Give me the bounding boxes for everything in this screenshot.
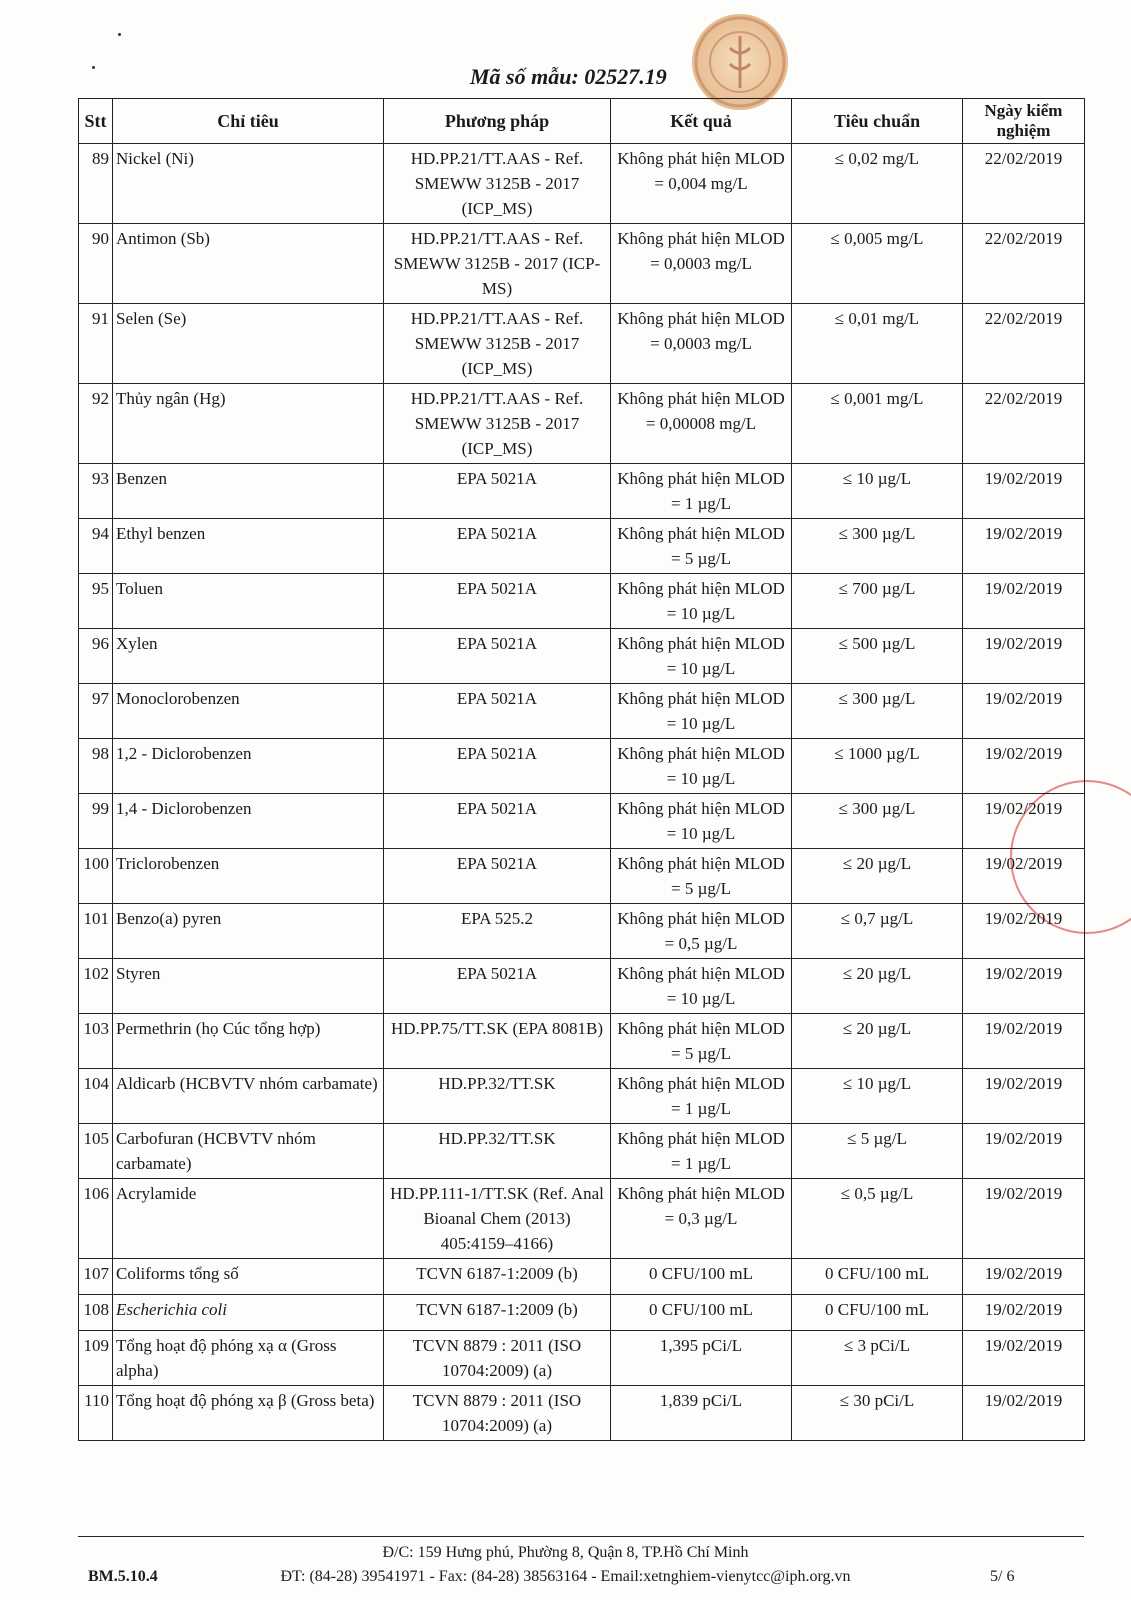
row-result: Không phát hiện MLOD = 10 µg/L — [611, 684, 792, 739]
row-test-date: 19/02/2019 — [963, 1386, 1085, 1441]
row-test-date: 19/02/2019 — [963, 739, 1085, 794]
table-row — [79, 1069, 1085, 1124]
row-standard: ≤ 0,01 mg/L — [792, 304, 963, 384]
row-indicator: Xylen — [113, 629, 384, 684]
row-standard: ≤ 20 µg/L — [792, 959, 963, 1014]
row-number: 110 — [79, 1386, 113, 1441]
table-header-row — [79, 99, 1085, 144]
row-standard: 0 CFU/100 mL — [792, 1259, 963, 1295]
row-result: 0 CFU/100 mL — [611, 1295, 792, 1331]
row-result: Không phát hiện MLOD = 10 µg/L — [611, 629, 792, 684]
row-result: Không phát hiện MLOD = 0,004 mg/L — [611, 144, 792, 224]
row-number: 106 — [79, 1179, 113, 1259]
row-test-date: 19/02/2019 — [963, 904, 1085, 959]
row-standard: ≤ 300 µg/L — [792, 519, 963, 574]
row-test-date: 22/02/2019 — [963, 384, 1085, 464]
page-number: 5/ 6 — [990, 1568, 1015, 1585]
row-standard: ≤ 700 µg/L — [792, 574, 963, 629]
row-test-date: 19/02/2019 — [963, 1014, 1085, 1069]
row-indicator: Toluen — [113, 574, 384, 629]
row-standard: ≤ 300 µg/L — [792, 684, 963, 739]
row-result: Không phát hiện MLOD = 1 µg/L — [611, 1124, 792, 1179]
row-standard: ≤ 300 µg/L — [792, 794, 963, 849]
column-header-test-date: Ngày kiểm nghiệm — [963, 99, 1085, 144]
table-row — [79, 304, 1085, 384]
row-method: EPA 5021A — [384, 464, 611, 519]
table-row — [79, 224, 1085, 304]
row-indicator: Escherichia coli — [113, 1295, 384, 1331]
table-row — [79, 1386, 1085, 1441]
sample-code: Mã số mẫu: 02527.19 — [470, 64, 667, 89]
results-table — [78, 98, 1085, 1441]
row-method: HD.PP.32/TT.SK — [384, 1069, 611, 1124]
row-method: EPA 5021A — [384, 794, 611, 849]
row-test-date: 19/02/2019 — [963, 684, 1085, 739]
row-method: EPA 5021A — [384, 849, 611, 904]
row-method: TCVN 6187-1:2009 (b) — [384, 1259, 611, 1295]
row-result: Không phát hiện MLOD = 0,3 µg/L — [611, 1179, 792, 1259]
row-test-date: 19/02/2019 — [963, 519, 1085, 574]
row-number: 97 — [79, 684, 113, 739]
row-method: TCVN 8879 : 2011 (ISO 10704:2009) (a) — [384, 1386, 611, 1441]
row-test-date: 19/02/2019 — [963, 1259, 1085, 1295]
row-number: 100 — [79, 849, 113, 904]
column-header-indicator: Chỉ tiêu — [113, 99, 384, 144]
row-result: Không phát hiện MLOD = 1 µg/L — [611, 1069, 792, 1124]
row-result: Không phát hiện MLOD = 0,0003 mg/L — [611, 304, 792, 384]
table-row — [79, 794, 1085, 849]
row-method: EPA 5021A — [384, 629, 611, 684]
row-standard: 0 CFU/100 mL — [792, 1295, 963, 1331]
row-test-date: 19/02/2019 — [963, 1124, 1085, 1179]
row-result: Không phát hiện MLOD = 10 µg/L — [611, 574, 792, 629]
row-result: 1,395 pCi/L — [611, 1331, 792, 1386]
row-method: EPA 525.2 — [384, 904, 611, 959]
institute-seal — [692, 14, 788, 110]
row-indicator: Thủy ngân (Hg) — [113, 384, 384, 464]
row-indicator: Styren — [113, 959, 384, 1014]
row-test-date: 22/02/2019 — [963, 144, 1085, 224]
row-indicator: 1,4 - Diclorobenzen — [113, 794, 384, 849]
row-method: HD.PP.75/TT.SK (EPA 8081B) — [384, 1014, 611, 1069]
footer-address: Đ/C: 159 Hưng phú, Phường 8, Quận 8, TP.Hồ Chí Minh — [382, 1544, 749, 1561]
row-number: 93 — [79, 464, 113, 519]
table-row — [79, 1014, 1085, 1069]
row-result: Không phát hiện MLOD = 5 µg/L — [611, 849, 792, 904]
row-standard: ≤ 20 µg/L — [792, 849, 963, 904]
table-row — [79, 1179, 1085, 1259]
row-test-date: 19/02/2019 — [963, 574, 1085, 629]
table-row — [79, 384, 1085, 464]
row-standard: ≤ 0,005 mg/L — [792, 224, 963, 304]
row-number: 99 — [79, 794, 113, 849]
table-row — [79, 574, 1085, 629]
row-result: Không phát hiện MLOD = 0,5 µg/L — [611, 904, 792, 959]
row-test-date: 19/02/2019 — [963, 1295, 1085, 1331]
row-method: HD.PP.111-1/TT.SK (Ref. Anal Bioanal Chem (2013) 405:4159–4166) — [384, 1179, 611, 1259]
row-number: 103 — [79, 1014, 113, 1069]
row-method: EPA 5021A — [384, 574, 611, 629]
row-result: Không phát hiện MLOD = 10 µg/L — [611, 739, 792, 794]
row-test-date: 22/02/2019 — [963, 224, 1085, 304]
row-result: Không phát hiện MLOD = 10 µg/L — [611, 959, 792, 1014]
table-row — [79, 629, 1085, 684]
row-indicator: Acrylamide — [113, 1179, 384, 1259]
row-method: HD.PP.21/TT.AAS - Ref. SMEWW 3125B - 2017 (ICP_MS) — [384, 144, 611, 224]
row-number: 107 — [79, 1259, 113, 1295]
table-row — [79, 959, 1085, 1014]
row-standard: ≤ 5 µg/L — [792, 1124, 963, 1179]
row-indicator: 1,2 - Diclorobenzen — [113, 739, 384, 794]
table-row — [79, 1295, 1085, 1331]
row-test-date: 19/02/2019 — [963, 794, 1085, 849]
table-row — [79, 849, 1085, 904]
row-indicator: Monoclorobenzen — [113, 684, 384, 739]
row-indicator: Benzen — [113, 464, 384, 519]
row-result: Không phát hiện MLOD = 5 µg/L — [611, 519, 792, 574]
row-method: HD.PP.21/TT.AAS - Ref. SMEWW 3125B - 2017 (ICP-MS) — [384, 224, 611, 304]
table-row — [79, 519, 1085, 574]
footer-contact: ĐT: (84-28) 39541971 - Fax: (84-28) 38563164 - Email:xetnghiem-vienytcc@iph.org.vn — [280, 1568, 851, 1585]
row-number: 89 — [79, 144, 113, 224]
row-indicator: Permethrin (họ Cúc tổng hợp) — [113, 1014, 384, 1069]
row-standard: ≤ 0,7 µg/L — [792, 904, 963, 959]
row-standard: ≤ 500 µg/L — [792, 629, 963, 684]
row-indicator: Coliforms tổng số — [113, 1259, 384, 1295]
row-standard: ≤ 0,02 mg/L — [792, 144, 963, 224]
footer-divider — [78, 1536, 1084, 1537]
row-standard: ≤ 0,5 µg/L — [792, 1179, 963, 1259]
row-method: EPA 5021A — [384, 739, 611, 794]
row-number: 101 — [79, 904, 113, 959]
row-result: Không phát hiện MLOD = 0,0003 mg/L — [611, 224, 792, 304]
row-test-date: 19/02/2019 — [963, 849, 1085, 904]
scan-speck — [92, 66, 95, 69]
row-number: 98 — [79, 739, 113, 794]
row-number: 109 — [79, 1331, 113, 1386]
row-standard: ≤ 3 pCi/L — [792, 1331, 963, 1386]
table-row — [79, 904, 1085, 959]
row-standard: ≤ 0,001 mg/L — [792, 384, 963, 464]
row-test-date: 19/02/2019 — [963, 629, 1085, 684]
row-result: Không phát hiện MLOD = 5 µg/L — [611, 1014, 792, 1069]
row-method: EPA 5021A — [384, 959, 611, 1014]
row-indicator: Tổng hoạt độ phóng xạ β (Gross beta) — [113, 1386, 384, 1441]
table-row — [79, 1259, 1085, 1295]
row-test-date: 22/02/2019 — [963, 304, 1085, 384]
table-row — [79, 684, 1085, 739]
row-number: 94 — [79, 519, 113, 574]
table-row — [79, 144, 1085, 224]
row-number: 105 — [79, 1124, 113, 1179]
row-indicator: Triclorobenzen — [113, 849, 384, 904]
row-number: 104 — [79, 1069, 113, 1124]
row-result: 0 CFU/100 mL — [611, 1259, 792, 1295]
row-number: 108 — [79, 1295, 113, 1331]
row-indicator: Nickel (Ni) — [113, 144, 384, 224]
row-standard: ≤ 1000 µg/L — [792, 739, 963, 794]
row-method: EPA 5021A — [384, 519, 611, 574]
table-row — [79, 1331, 1085, 1386]
row-number: 91 — [79, 304, 113, 384]
column-header-method: Phương pháp — [384, 99, 611, 144]
row-indicator: Ethyl benzen — [113, 519, 384, 574]
row-test-date: 19/02/2019 — [963, 959, 1085, 1014]
row-test-date: 19/02/2019 — [963, 1069, 1085, 1124]
column-header-result: Kết quả — [611, 99, 792, 144]
row-number: 102 — [79, 959, 113, 1014]
row-test-date: 19/02/2019 — [963, 1331, 1085, 1386]
row-method: HD.PP.32/TT.SK — [384, 1124, 611, 1179]
table-row — [79, 739, 1085, 794]
row-method: HD.PP.21/TT.AAS - Ref. SMEWW 3125B - 2017 (ICP_MS) — [384, 304, 611, 384]
scan-speck — [118, 33, 121, 36]
row-number: 95 — [79, 574, 113, 629]
column-header-stt: Stt — [79, 99, 113, 144]
row-indicator: Aldicarb (HCBVTV nhóm carbamate) — [113, 1069, 384, 1124]
row-number: 96 — [79, 629, 113, 684]
row-result: Không phát hiện MLOD = 0,00008 mg/L — [611, 384, 792, 464]
row-method: TCVN 6187-1:2009 (b) — [384, 1295, 611, 1331]
row-method: EPA 5021A — [384, 684, 611, 739]
row-test-date: 19/02/2019 — [963, 1179, 1085, 1259]
row-indicator: Benzo(a) pyren — [113, 904, 384, 959]
row-indicator: Carbofuran (HCBVTV nhóm carbamate) — [113, 1124, 384, 1179]
row-standard: ≤ 30 pCi/L — [792, 1386, 963, 1441]
row-indicator: Antimon (Sb) — [113, 224, 384, 304]
form-code: BM.5.10.4 — [88, 1568, 158, 1585]
row-standard: ≤ 20 µg/L — [792, 1014, 963, 1069]
row-standard: ≤ 10 µg/L — [792, 464, 963, 519]
row-test-date: 19/02/2019 — [963, 464, 1085, 519]
row-indicator: Selen (Se) — [113, 304, 384, 384]
row-result: Không phát hiện MLOD = 10 µg/L — [611, 794, 792, 849]
row-result: 1,839 pCi/L — [611, 1386, 792, 1441]
row-method: TCVN 8879 : 2011 (ISO 10704:2009) (a) — [384, 1331, 611, 1386]
row-result: Không phát hiện MLOD = 1 µg/L — [611, 464, 792, 519]
row-method: HD.PP.21/TT.AAS - Ref. SMEWW 3125B - 2017 (ICP_MS) — [384, 384, 611, 464]
table-row — [79, 464, 1085, 519]
row-number: 92 — [79, 384, 113, 464]
row-standard: ≤ 10 µg/L — [792, 1069, 963, 1124]
table-row — [79, 1124, 1085, 1179]
row-number: 90 — [79, 224, 113, 304]
column-header-standard: Tiêu chuẩn — [792, 99, 963, 144]
row-indicator: Tổng hoạt độ phóng xạ α (Gross alpha) — [113, 1331, 384, 1386]
